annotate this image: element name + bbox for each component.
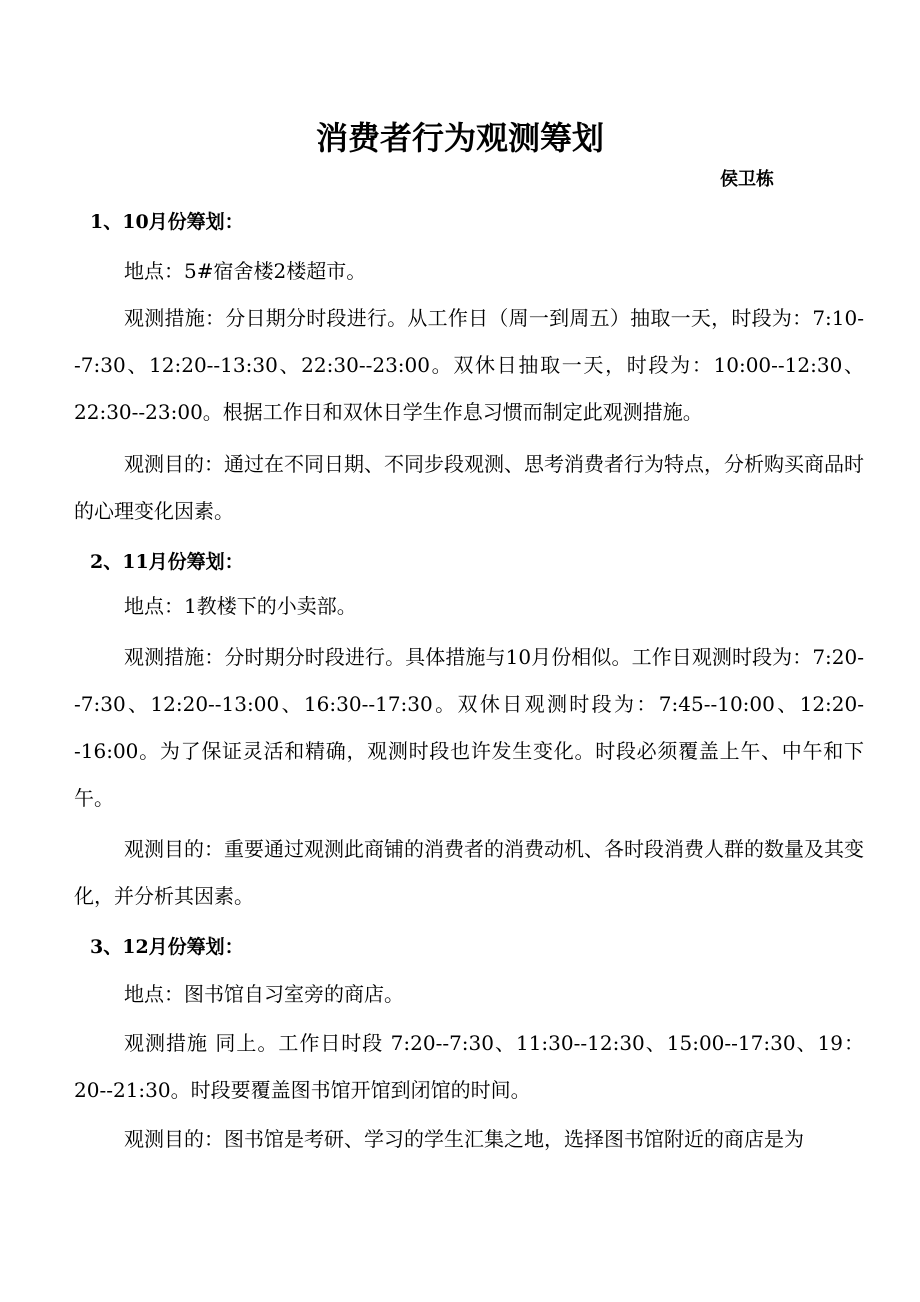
document-title: 消费者行为观测筹划 (315, 119, 604, 157)
section-2-location: 地点：1教楼下的小卖部。 (124, 594, 357, 618)
section-3-purpose: 观测目的：图书馆是考研、学习的学生汇集之地，选择图书馆附近的商店是为 (124, 1127, 804, 1151)
author-name: 侯卫栋 (720, 169, 774, 190)
section-3-measures: 观测措施 同上。工作日时段 7:20--7:30、11:30--12:30、15:00--17:30、19：20--21:30。时段要覆盖图书馆开馆到闭馆的时间。 (74, 1031, 864, 1102)
section-heading-october: 1、10月份筹划： (90, 211, 244, 233)
section-2-measures: 观测措施：分时期分时段进行。具体措施与10月份相似。工作日观测时段为：7:20--7:30、12:20--13:00、16:30--17:30。双休日观测时段为：7:45--10:00、12:20--16:00。为了保证灵活和精确，观测时段也许发生变化。时段必须覆盖上午、中午和下午。 (74, 645, 864, 810)
section-1-purpose: 观测目的：通过在不同日期、不同步段观测、思考消费者行为特点，分析购买商品时的心理变化因素。 (74, 452, 864, 523)
section-heading-december: 3、12月份筹划： (90, 936, 244, 958)
section-1-measures: 观测措施：分日期分时段进行。从工作日（周一到周五）抽取一天，时段为：7:10--7:30、12:20--13:30、22:30--23:00。双休日抽取一天，时段为：10:00--12:30、22:30--23:00。根据工作日和双休日学生作息习惯而制定此观测措施。 (74, 306, 864, 424)
section-2-purpose: 观测目的：重要通过观测此商铺的消费者的消费动机、各时段消费人群的数量及其变化，并分析其因素。 (74, 837, 864, 908)
section-1-location: 地点：5#宿舍楼2楼超市。 (124, 259, 367, 283)
section-heading-november: 2、11月份筹划： (90, 551, 244, 573)
section-3-location: 地点：图书馆自习室旁的商店。 (124, 982, 404, 1006)
